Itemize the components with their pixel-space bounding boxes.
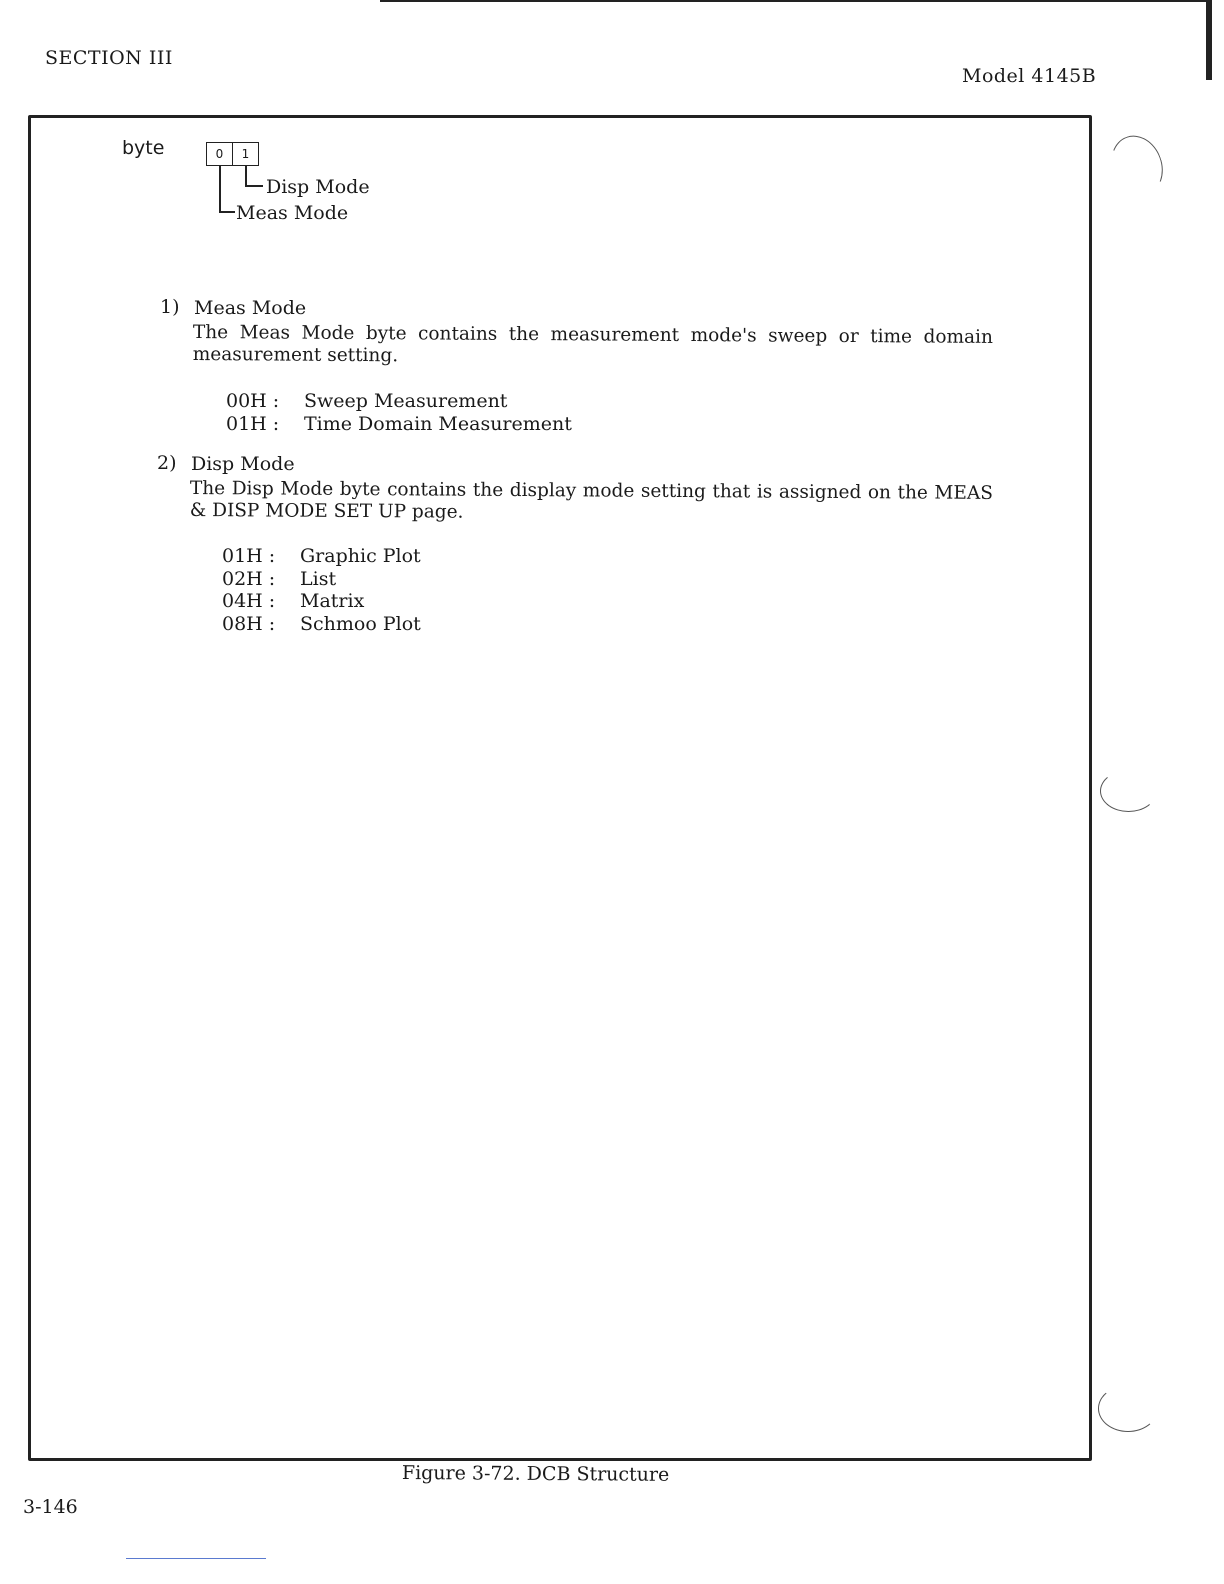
disp-connector-horizontal	[245, 185, 263, 187]
code-label: Graphic Plot	[300, 545, 421, 567]
page-number: 3-146	[23, 1496, 78, 1518]
list-item	[222, 590, 421, 613]
meas-mode-label: Meas Mode	[236, 202, 349, 224]
code-value: 02H :	[222, 567, 276, 590]
code-value: 04H :	[222, 590, 276, 612]
scan-top-edge	[380, 0, 1210, 2]
disp-connector-vertical	[245, 166, 247, 186]
binder-hole-bottom	[1098, 1385, 1158, 1432]
code-label: Schmoo Plot	[300, 612, 421, 635]
binder-hole-top	[1103, 128, 1171, 203]
item-2-title: Disp Mode	[191, 453, 295, 475]
item-1-number: 1)	[160, 296, 180, 318]
code-value: 08H :	[222, 612, 276, 635]
bit-0: 0	[215, 147, 224, 161]
item-1-body: The Meas Mode byte contains the measurement mode's sweep or time domain measurement setting.	[192, 322, 993, 367]
figure-caption: Figure 3-72. DCB Structure	[401, 1462, 670, 1486]
code-value: 01H :	[222, 545, 276, 567]
figure-frame	[28, 115, 1092, 1461]
code-label: List	[300, 567, 337, 590]
code-value: 01H :	[226, 412, 280, 435]
meas-connector-vertical	[219, 166, 221, 212]
item-1-codes	[226, 390, 572, 435]
list-item	[226, 413, 572, 436]
meas-connector-horizontal	[219, 211, 235, 213]
list-item	[222, 545, 421, 568]
item-2-codes	[222, 545, 421, 635]
binder-hole-middle	[1100, 770, 1157, 812]
scan-bottom-mark	[126, 1558, 266, 1559]
item-1-title: Meas Mode	[194, 297, 307, 319]
section-header: SECTION III	[45, 47, 173, 69]
bit-box	[206, 142, 259, 166]
code-value: 00H :	[226, 390, 280, 412]
bit-1: 1	[232, 143, 258, 165]
item-2-number: 2)	[157, 452, 177, 474]
model-header: Model 4145B	[962, 65, 1097, 87]
disp-mode-label: Disp Mode	[266, 176, 370, 198]
code-label: Sweep Measurement	[304, 390, 508, 412]
list-item	[226, 390, 572, 413]
scan-right-edge	[1206, 0, 1212, 80]
item-2-body: The Disp Mode byte contains the display mode setting that is assigned on the MEAS & DISP MODE SET UP page.	[189, 478, 993, 523]
list-item	[222, 568, 421, 591]
code-label: Matrix	[300, 590, 365, 612]
code-label: Time Domain Measurement	[304, 412, 572, 435]
list-item	[222, 613, 421, 636]
byte-label: byte	[122, 137, 165, 159]
